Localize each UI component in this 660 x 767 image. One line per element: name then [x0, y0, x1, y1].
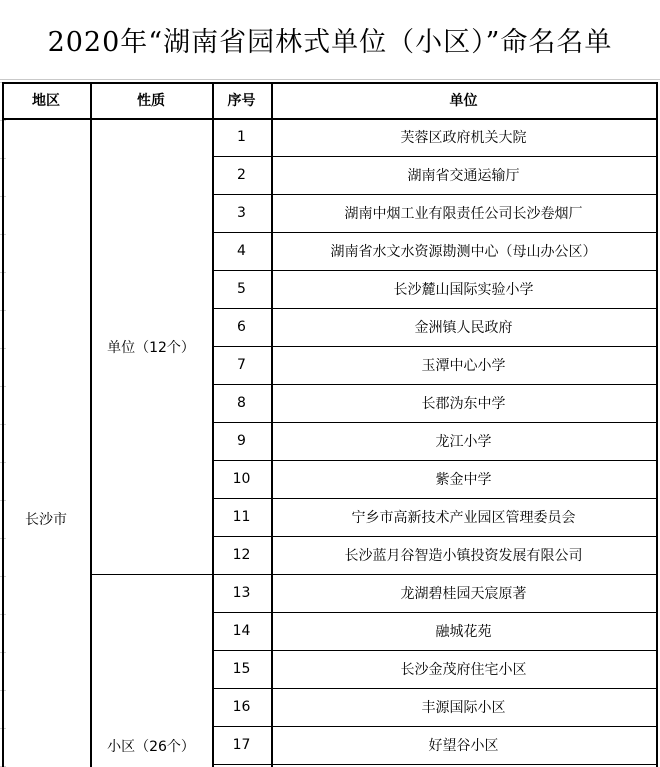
row-unit-name: 宁乡市高新技术产业园区管理委员会 [351, 510, 576, 526]
row-seq: 13 [232, 585, 251, 601]
row-unit-name: 长沙蓝月谷智造小镇投资发展有限公司 [344, 548, 583, 564]
row-seq: 6 [237, 319, 246, 335]
row-unit-name: 长沙金茂府住宅小区 [400, 662, 527, 678]
header-unit: 单位 [449, 93, 478, 109]
row-unit-name: 紫金中学 [435, 472, 492, 488]
row-unit-name: 湖南中烟工业有限责任公司长沙卷烟厂 [344, 206, 583, 222]
table-vline [2, 82, 4, 767]
row-seq: 10 [232, 471, 251, 487]
row-seq: 7 [237, 357, 246, 373]
row-unit-name: 玉潭中心小学 [421, 358, 506, 374]
header-nature: 性质 [137, 93, 165, 109]
row-unit-name: 好望谷小区 [428, 738, 499, 754]
table-top-border [2, 82, 658, 84]
header-seq: 序号 [227, 93, 256, 109]
row-divider [212, 764, 658, 765]
row-seq: 11 [232, 509, 251, 525]
row-unit-name: 湖南省水文水资源勘测中心（母山办公区） [330, 244, 597, 260]
row-seq: 17 [232, 737, 251, 753]
row-seq: 3 [237, 205, 246, 221]
nature-group-communities: 小区（26个） [107, 739, 195, 755]
row-seq: 5 [237, 281, 246, 297]
row-seq: 12 [232, 547, 251, 563]
row-unit-name: 融城花苑 [435, 624, 492, 640]
row-unit-name: 长郡沩东中学 [421, 396, 506, 412]
row-seq: 1 [237, 129, 246, 145]
row-unit-name: 湖南省交通运输厅 [407, 168, 520, 184]
nature-group-units: 单位（12个） [107, 340, 195, 356]
group-divider [90, 574, 214, 575]
row-seq: 9 [237, 433, 246, 449]
region-cell: 长沙市 [25, 512, 67, 528]
row-seq: 2 [237, 167, 246, 183]
row-unit-name: 长沙麓山国际实验小学 [393, 282, 534, 298]
row-seq: 14 [232, 623, 251, 639]
table-vline [90, 82, 92, 767]
row-unit-name: 丰源国际小区 [421, 700, 506, 716]
row-seq: 16 [232, 699, 251, 715]
row-seq: 8 [237, 395, 246, 411]
header-region: 地区 [32, 93, 60, 109]
row-seq: 4 [237, 243, 246, 259]
row-unit-name: 金洲镇人民政府 [414, 320, 513, 336]
row-unit-name: 龙湖碧桂园天宸原著 [400, 586, 527, 602]
row-unit-name: 芙蓉区政府机关大院 [400, 130, 527, 146]
table-vline [656, 82, 658, 767]
row-unit-name: 龙江小学 [435, 434, 492, 450]
page-title: 2020年“湖南省园林式单位（小区）”命名名单 [0, 0, 660, 80]
row-seq: 15 [232, 661, 251, 677]
